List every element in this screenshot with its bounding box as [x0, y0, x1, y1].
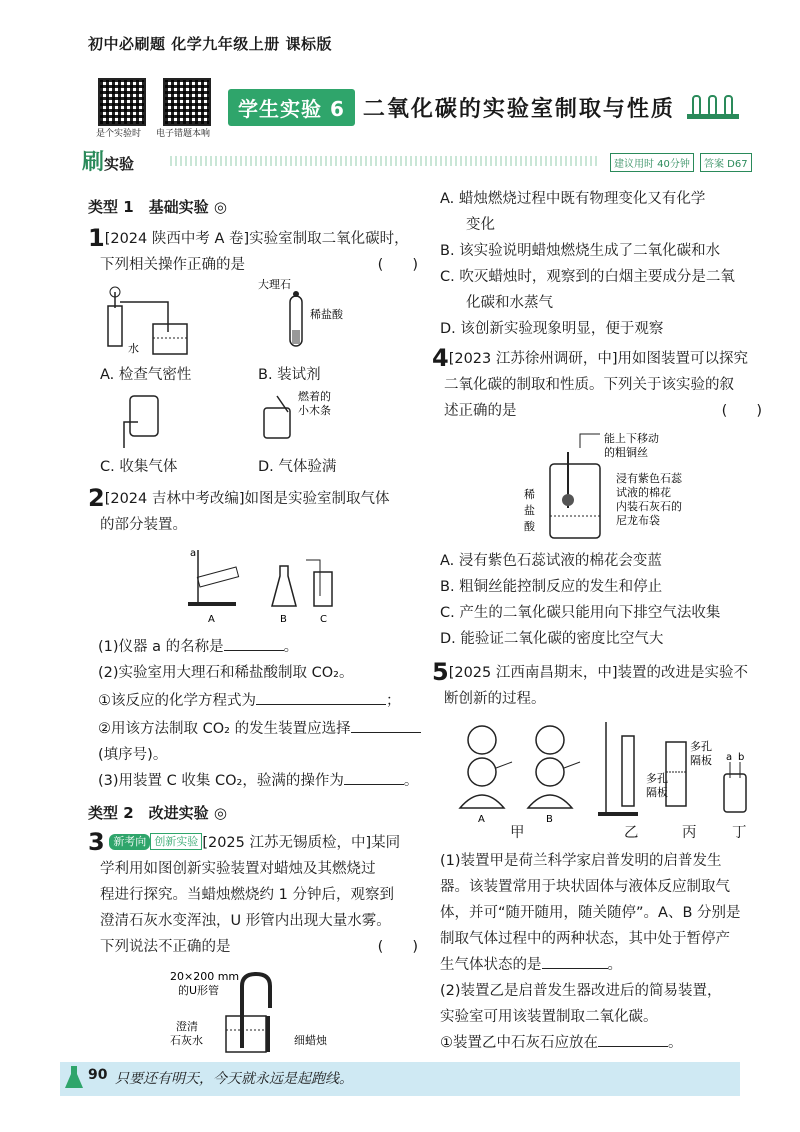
q4-option-d[interactable]: D. 能验证二氧化碳的密度比空气大: [440, 631, 664, 647]
q1-option-d[interactable]: D. 气体验满: [258, 459, 337, 475]
svg-text:隔板: 隔板: [690, 754, 712, 767]
svg-text:细蜡烛: 细蜡烛: [294, 1034, 327, 1047]
svg-text:稀: 稀: [524, 488, 535, 501]
question-4: 4[2023 江苏徐州调研，中]用如图装置可以探究 二氧化碳的制取和性质。下列关于该实验的叙 述正确的是 ( ): [432, 344, 762, 419]
question-1: 1[2024 陕西中考 A 卷]实验室制取二氧化碳时， 下列相关操作正确的是 ( ): [88, 224, 418, 273]
svg-text:酸: 酸: [524, 520, 535, 533]
svg-text:a: a: [190, 548, 197, 559]
type1-heading: 类型 1 基础实验 ◎: [88, 198, 227, 216]
banner-label: 学生实验 6: [228, 89, 355, 126]
q4-options: [440, 548, 770, 652]
svg-text:稀盐酸: 稀盐酸: [310, 308, 343, 321]
q2-part2-note: (填序号)。: [98, 747, 168, 763]
footer-motto: 只要还有明天，今天就永远是起跑线。: [115, 1071, 353, 1087]
q4-option-b[interactable]: B. 粗铜丝能控制反应的发生和停止: [440, 579, 663, 595]
answer-ref: 答案 D67: [700, 153, 752, 172]
svg-text:b: b: [738, 752, 745, 763]
q3-option-c[interactable]: C. 吹灭蜡烛时，观察到的白烟主要成分是二氧: [440, 269, 735, 285]
svg-text:尼龙布袋: 尼龙布袋: [616, 514, 660, 527]
svg-text:a: a: [726, 752, 733, 763]
q2-part2-2: ②用该方法制取 CO₂ 的发生装置应选择: [98, 716, 421, 742]
answer-blank[interactable]: [598, 1046, 668, 1047]
page-number: 90: [88, 1067, 108, 1083]
question-2: 2[2024 吉林中考改编]如图是实验室制取气体 的部分装置。: [88, 484, 390, 533]
q5-body: (1)装置甲是荷兰科学家启普发明的启普发生 器。该装置常用于块状固体与液体反应制取气 体，并可“随开随用，随关随停”。A、B 分别是 制取气体过程中的两种状态，其中处于暂停产 生气体状态的是 。 (2)装置乙是启普发生器改进后的简易装置， 实验室可用该装置制取二氧化碳。 ①装置乙中石灰石应放在 。: [440, 853, 741, 1051]
fig-label-bing: 丙: [682, 825, 697, 841]
svg-text:盐: 盐: [524, 504, 535, 517]
fig-label-ding: 丁: [732, 825, 747, 841]
banner-title: 二氧化碳的实验室制取与性质: [362, 96, 675, 122]
svg-text:大理石: 大理石: [258, 278, 291, 291]
load-reagent-figure: [258, 278, 343, 358]
qr-code-2[interactable]: [163, 78, 211, 126]
svg-text:燃着的: 燃着的: [298, 390, 331, 403]
svg-text:B: B: [280, 614, 287, 625]
svg-text:试液的棉花: 试液的棉花: [616, 486, 671, 499]
section-title: 刷实验: [82, 150, 135, 175]
test-tube-rack-icon: [683, 92, 743, 122]
svg-text:B: B: [546, 814, 553, 825]
co2-generator-figure: [520, 428, 700, 548]
svg-text:C: C: [320, 614, 327, 625]
svg-text:隔板: 隔板: [646, 786, 668, 799]
kipp-apparatus-figure: [450, 712, 770, 842]
flask-icon: [62, 1062, 86, 1092]
section-divider: [170, 156, 600, 166]
svg-text:石灰水: 石灰水: [170, 1034, 203, 1047]
svg-text:的粗铜丝: 的粗铜丝: [604, 446, 648, 459]
qr-label-1: 是个实验时: [96, 129, 142, 139]
svg-text:水: 水: [128, 342, 139, 355]
answer-blank[interactable]: [344, 784, 404, 785]
chapter-banner: [228, 90, 743, 124]
svg-text:澄清: 澄清: [176, 1020, 198, 1033]
q3-option-b[interactable]: B. 该实验说明蜡烛燃烧生成了二氧化碳和水: [440, 243, 721, 259]
answer-blank[interactable]: [351, 732, 421, 733]
gas-full-test-figure: [258, 388, 378, 448]
book-title: 初中必刷题 化学九年级上册 课标版: [88, 35, 332, 53]
qr-label-2: 电子错题本响: [156, 129, 211, 139]
svg-text:A: A: [478, 814, 485, 825]
q2-apparatus-figure: [180, 546, 340, 626]
suggested-time: 建议用时 40分钟: [610, 153, 694, 172]
answer-blank[interactable]: [224, 650, 284, 651]
q4-option-c[interactable]: C. 产生的二氧化碳只能用向下排空气法收集: [440, 605, 721, 621]
answer-blank[interactable]: [542, 968, 608, 969]
q3-option-d[interactable]: D. 该创新实验现象明显，便于观察: [440, 321, 664, 337]
qr-code-1[interactable]: [98, 78, 146, 126]
u-tube-candle-figure: [170, 968, 390, 1058]
type2-heading: 类型 2 改进实验 ◎: [88, 804, 227, 822]
q2-part2-1: ①该反应的化学方程式为 ；: [98, 693, 401, 709]
svg-text:小木条: 小木条: [298, 404, 331, 417]
target-icon: ◎: [213, 198, 227, 216]
q2-part2: (2)实验室用大理石和稀盐酸制取 CO₂。: [98, 665, 354, 681]
svg-text:浸有紫色石蕊: 浸有紫色石蕊: [616, 472, 682, 485]
fig-label-jia: 甲: [510, 825, 525, 841]
q2-part1: (1)仪器 a 的名称是 。: [98, 639, 299, 655]
svg-text:A: A: [208, 614, 215, 625]
q4-option-a[interactable]: A. 浸有紫色石蕊试液的棉花会变蓝: [440, 553, 662, 569]
fig-label-yi: 乙: [624, 825, 639, 841]
collect-gas-figure: [118, 392, 168, 452]
svg-text:多孔: 多孔: [690, 740, 712, 753]
q1-option-c[interactable]: C. 收集气体: [100, 459, 178, 475]
q2-part3: (3)用装置 C 收集 CO₂，验满的操作为 。: [98, 773, 419, 789]
question-5: 5[2025 江西南昌期末，中]装置的改进是实验不 断创新的过程。: [432, 658, 749, 707]
answer-blank[interactable]: [256, 704, 386, 705]
question-3: 3 新考向 创新实验 [2025 江苏无锡质检，中]某同 学利用如图创新实验装置对蜡烛及其燃烧过 程进行探究。当蜡烛燃烧约 1 分钟后，观察到 澄清石灰水变浑浊，U 形管内出现大量水雾。 下列说法不正确的是 ( ): [88, 828, 418, 955]
q1-option-b[interactable]: B. 装试剂: [258, 367, 321, 383]
q3-options: A. 蜡烛燃烧过程中既有物理变化又有化学 变化 B. 该实验说明蜡烛燃烧生成了二氧化碳和水 C. 吹灭蜡烛时，观察到的白烟主要成分是二氧 化碳和水蒸气 D. 该创新实验现象明显，便于观察: [440, 186, 760, 342]
svg-text:多孔: 多孔: [646, 772, 668, 785]
svg-text:的U形管: 的U形管: [178, 984, 220, 997]
svg-text:内装石灰石的: 内装石灰石的: [616, 500, 682, 513]
target-icon: ◎: [213, 804, 227, 822]
q1-option-a[interactable]: A. 检查气密性: [100, 367, 192, 383]
svg-text:能上下移动: 能上下移动: [604, 432, 659, 445]
airtightness-check-figure: [98, 284, 198, 364]
svg-text:20×200 mm: 20×200 mm: [170, 970, 240, 983]
q3-option-a[interactable]: A. 蜡烛燃烧过程中既有物理变化又有化学: [440, 191, 706, 207]
